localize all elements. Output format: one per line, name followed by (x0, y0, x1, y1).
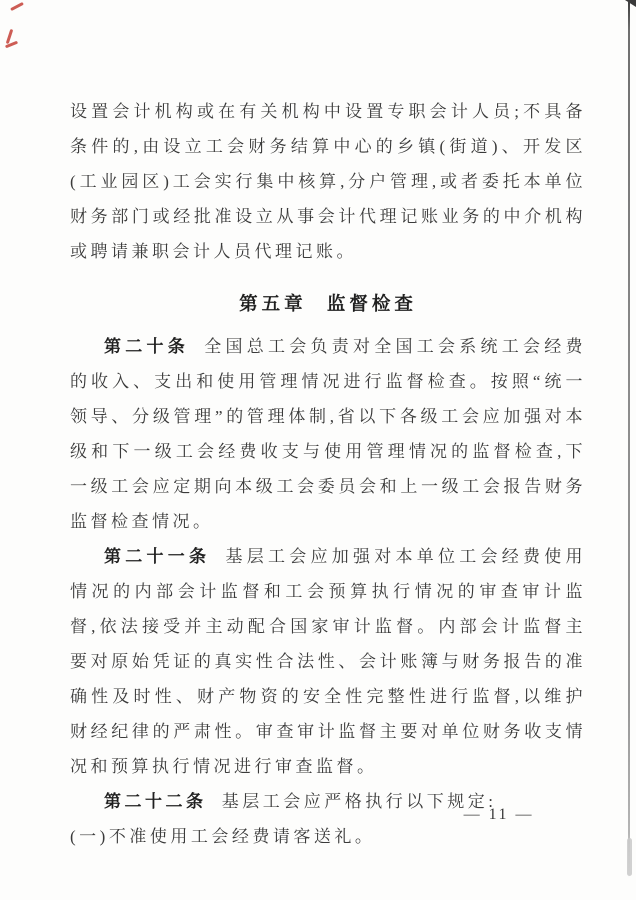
article-20-term: 第二十条 (104, 337, 189, 356)
scan-edge-line (628, 0, 630, 878)
article-20-text: 全国总工会负责对全国工会系统工会经费的收入、支出和使用管理情况进行监督检查。按照“统一领导、分级管理”的管理体制,省以下各级工会应加强对本级和下一级工会经费收支与使用管理情况的监督检查,下一级工会应定期向本级工会委员会和上一级工会报告财务监督检查情况。 (70, 337, 587, 531)
chapter-title: 监督检查 (326, 293, 417, 314)
article-20-paragraph (70, 329, 586, 539)
chapter-heading (70, 290, 586, 318)
continuation-paragraph: 设置会计机构或在有关机构中设置专职会计人员;不具备条件的,由设立工会财务结算中心的乡镇(街道)、开发区(工业园区)工会实行集中核算,分户管理,或者委托本单位财务部门或经批准设立从事会计代理记账业务的中介机构或聘请兼职会计人员代理记账。 (70, 102, 586, 261)
page-number: — 11 — (463, 806, 534, 823)
article-21-text: 基层工会应加强对本单位工会经费使用情况的内部会计监督和工会预算执行情况的审查审计监督,依法接受并主动配合国家审计监督。内部会计监督主要对原始凭证的真实性合法性、会计账簿与财务报告的准确性及时性、财产物资的安全性完整性进行监督,以维护财经纪律的严肃性。审查审计监督主要对单位财务收支情况和预算执行情况进行审查监督。 (70, 547, 587, 776)
scan-corner-artifact (625, 0, 636, 7)
chapter-number: 第五章 (239, 293, 307, 314)
article-21-paragraph (70, 539, 586, 784)
red-pen-mark (10, 2, 24, 11)
document-body (70, 94, 586, 854)
article-22-term: 第二十二条 (104, 792, 207, 811)
article-21-term: 第二十一条 (104, 547, 211, 566)
article-22-text: 基层工会应严格执行以下规定: (221, 792, 497, 811)
scan-edge-smudge (627, 838, 632, 876)
list-item-1: (一)不准使用工会经费请客送礼。 (70, 827, 376, 846)
